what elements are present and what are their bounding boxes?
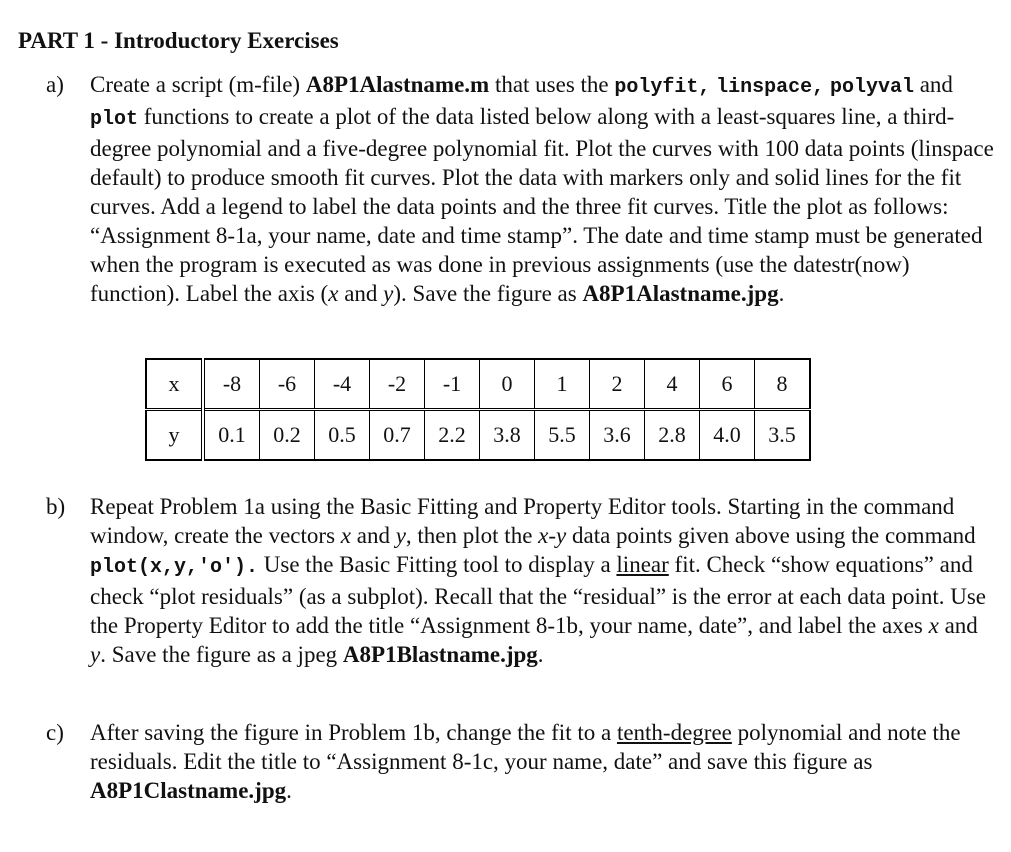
- var-x: x: [328, 281, 339, 306]
- table-cell: -8: [203, 359, 260, 410]
- exercise-c-label: c): [46, 720, 64, 745]
- table-cell: 4: [645, 359, 700, 410]
- text-run: Use the Basic Fitting tool to display a: [258, 552, 617, 577]
- table-cell: 0.2: [260, 410, 315, 461]
- table-row-y: [146, 410, 810, 461]
- exercise-c-text: [90, 718, 996, 805]
- script-filename: A8P1Alastname.m: [305, 72, 490, 97]
- table-cell: 5.5: [535, 410, 590, 461]
- table-cell: 0.1: [203, 410, 260, 461]
- var-y: y: [395, 523, 406, 548]
- var-x: x: [340, 523, 351, 548]
- var-xy: x-y: [538, 523, 567, 548]
- exercise-b-text: [90, 492, 996, 669]
- table-cell: 3.6: [590, 410, 645, 461]
- text-run: Repeat Problem 1a using the Basic Fitting and Property Editor tools. Starting in the command window, create the vectors: [90, 494, 955, 548]
- section-heading: PART 1 - Introductory Exercises: [18, 28, 339, 53]
- var-x: x: [928, 613, 939, 638]
- table-cell: -1: [425, 359, 480, 410]
- var-y: y: [90, 642, 101, 667]
- text-run: .: [778, 281, 785, 306]
- exercise-a-label: a): [46, 72, 64, 97]
- table-cell: -4: [315, 359, 370, 410]
- text-run: and: [350, 523, 396, 548]
- text-run: .: [537, 642, 544, 667]
- text-run: fit. Check “show equations” and check “plot residuals” (as a subplot). Recall that the “residual” is the error at each data point. Use the Property Editor to add the title “Assignment 8-1b, your name, date”, and label the axes: [90, 552, 987, 638]
- save-filename-a: A8P1Alastname.jpg: [582, 281, 779, 306]
- table-row-x: [146, 359, 810, 410]
- text-run: and: [913, 72, 953, 97]
- data-table: [145, 358, 811, 461]
- table-cell: 8: [755, 359, 811, 410]
- function-polyfit: polyfit,: [614, 76, 711, 99]
- text-run: ). Save the figure as: [393, 281, 583, 306]
- table-cell: 3.8: [480, 410, 535, 461]
- table-cell: 0.7: [370, 410, 425, 461]
- var-y: y: [383, 281, 394, 306]
- row-header-x: x: [146, 359, 203, 410]
- text-run: . Save the figure as a jpeg: [100, 642, 343, 667]
- function-polyval: polyval: [829, 76, 914, 99]
- text-run: and: [938, 613, 978, 638]
- text-run: data points given above using the command: [566, 523, 976, 548]
- table-cell: 1: [535, 359, 590, 410]
- function-linspace: linspace,: [716, 76, 825, 99]
- exercise-b: [46, 492, 996, 669]
- text-run: polynomial and note the residuals. Edit the title to “Assignment 8-1c, your name, date” and save this figure as: [90, 720, 961, 774]
- text-run: After saving the figure in Problem 1b, change the fit to a: [90, 720, 617, 745]
- exercise-c: [46, 718, 996, 805]
- table-cell: -6: [260, 359, 315, 410]
- text-run: , then plot the: [405, 523, 539, 548]
- table-cell: 4.0: [700, 410, 755, 461]
- exercise-a-text: [90, 70, 996, 308]
- table-cell: -2: [370, 359, 425, 410]
- text-run: Create a script (m-file): [90, 72, 306, 97]
- table-cell: 2: [590, 359, 645, 410]
- table-cell: 3.5: [755, 410, 811, 461]
- save-filename-b: A8P1Blastname.jpg: [342, 642, 538, 667]
- linear-emphasis: linear: [616, 552, 669, 577]
- tenth-degree-emphasis: tenth-degree: [616, 720, 732, 745]
- table-cell: 0.5: [315, 410, 370, 461]
- table-cell: 2.8: [645, 410, 700, 461]
- text-run: that uses the: [489, 72, 615, 97]
- table-cell: 2.2: [425, 410, 480, 461]
- function-plot: plot: [90, 108, 139, 131]
- table-cell: 6: [700, 359, 755, 410]
- row-header-y: y: [146, 410, 203, 461]
- text-run: .: [286, 778, 292, 803]
- exercise-a: [46, 70, 996, 308]
- save-filename-c: A8P1Clastname.jpg: [90, 778, 287, 803]
- exercise-b-label: b): [46, 494, 66, 519]
- text-run: functions to create a plot of the data listed below along with a least-squares line, a third-degree polynomial and a five-degree polynomial fit. Plot the curves with 100 data points (linspace default) to produce smooth fit curves. Plot the data with markers only and solid lines for the fit curves. Add a legend to label the data points and the three fit curves. Title the plot as follows: “Assignment 8-1a, your name, date and time stamp”. The date and time stamp must be generated when the program is executed as was done in previous assignments (use the datestr(now) function). Label the axis (: [90, 104, 994, 306]
- table-cell: 0: [480, 359, 535, 410]
- text-run: and: [338, 281, 384, 306]
- plot-command: plot(x,y,'o').: [90, 556, 259, 579]
